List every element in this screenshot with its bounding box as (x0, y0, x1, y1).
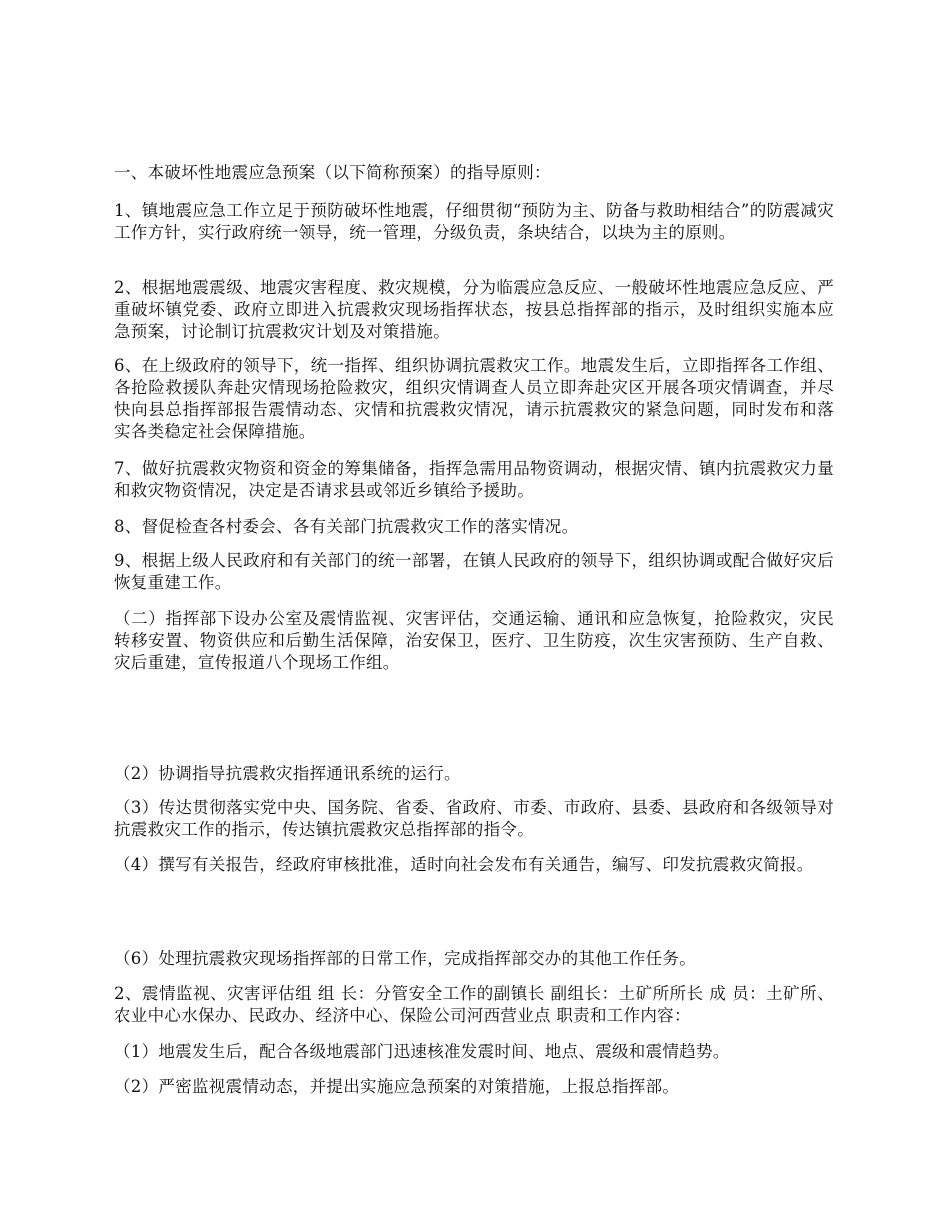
office-duty-3: （3）传达贯彻落实党中央、国务院、省委、省政府、市委、市政府、县委、县政府和各级领导对抗震救灾工作的指示，传达镇抗震救灾总指挥部的指令。 (114, 798, 834, 839)
monitoring-group-intro: 2、震情监视、灾害评估组 组 长：分管安全工作的副镇长 副组长：土矿所所长 成 员：土矿所、农业中心水保办、民政办、经济中心、保险公司河西营业点 职责和工作内容： (114, 984, 834, 1025)
paragraph-1: 1、镇地震应急工作立足于预防破坏性地震，仔细贯彻“预防为主、防备与救助相结合”的防震减灾工作方针，实行政府统一领导，统一管理，分级负责，条块结合，以块为主的原则。 (114, 201, 834, 242)
guiding-principles-heading: 一、本破坏性地震应急预案（以下简称预案）的指导原则： (114, 163, 551, 182)
paragraph-9: 9、根据上级人民政府和有关部门的统一部署，在镇人民政府的领导下，组织协调或配合做好灾后恢复重建工作。 (114, 551, 834, 592)
office-duty-6: （6）处理抗震救灾现场指挥部的日常工作，完成指挥部交办的其他工作任务。 (114, 949, 696, 968)
paragraph-7: 7、做好抗震救灾物资和资金的筹集储备，指挥急需用品物资调动，根据灾情、镇内抗震救灾力量和救灾物资情况，决定是否请求县或邻近乡镇给予援助。 (114, 459, 834, 500)
paragraph-8: 8、督促检查各村委会、各有关部门抗震救灾工作的落实情况。 (114, 517, 579, 536)
monitoring-duty-1: （1）地震发生后，配合各级地震部门迅速核准发震时间、地点、震级和震情趋势。 (114, 1042, 730, 1061)
paragraph-section-2: （二）指挥部下设办公室及震情监视、灾害评估，交通运输、通讯和应急恢复，抢险救灾，灾民转移安置、物资供应和后勤生活保障，治安保卫，医疗、卫生防疫，次生灾害预防、生产自救、灾后重建，宣传报道八个现场工作组。 (114, 609, 834, 672)
office-duty-2: （2）协调指导抗震救灾指挥通讯系统的运行。 (114, 764, 461, 783)
paragraph-2: 2、根据地震震级、地震灾害程度、救灾规模，分为临震应急反应、一般破坏性地震应急反应、严重破坏镇党委、政府立即进入抗震救灾现场指挥状态，按县总指挥部的指示，及时组织实施本应急预案，讨论制订抗震救灾计划及对策措施。 (114, 278, 834, 341)
monitoring-duty-2: （2）严密监视震情动态，并提出实施应急预案的对策措施，上报总指挥部。 (114, 1077, 680, 1096)
office-duty-4: （4）撰写有关报告，经政府审核批准，适时向社会发布有关通告，编写、印发抗震救灾简报。 (114, 855, 814, 874)
paragraph-6: 6、在上级政府的领导下，统一指挥、组织协调抗震救灾工作。地震发生后，立即指挥各工作组、各抢险救援队奔赴灾情现场抢险救灾，组织灾情调查人员立即奔赴灾区开展各项灾情调查，并尽快向县总指挥部报告震情动态、灾情和抗震救灾情况，请示抗震救灾的紧急问题，同时发布和落实各类稳定社会保障措施。 (114, 356, 834, 441)
